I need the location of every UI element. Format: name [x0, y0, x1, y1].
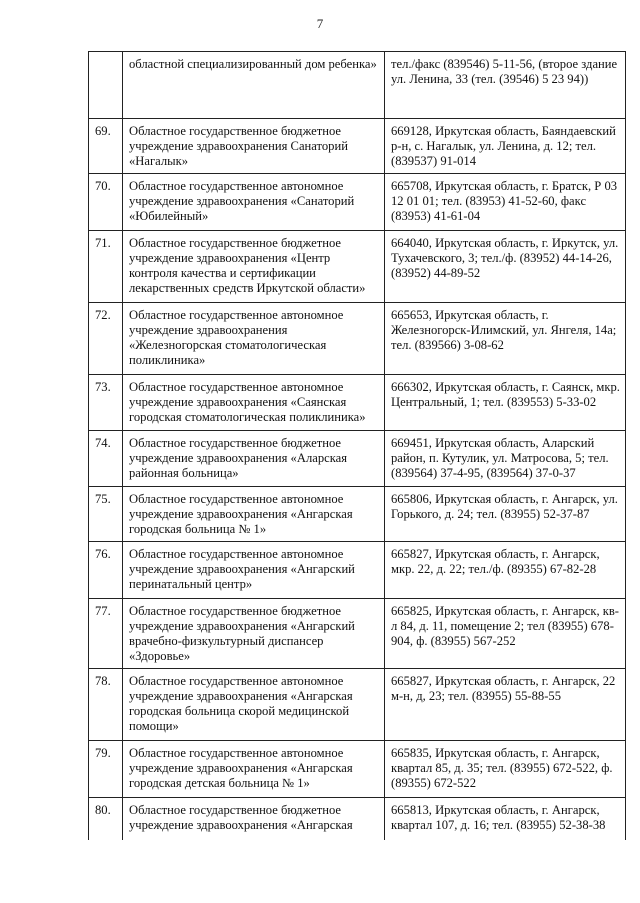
row-number: 80. [89, 798, 123, 840]
institution-address: 665708, Иркутская область, г. Братск, Р 03 12 01 01; тел. (83953) 41-52-60, факс (83953) 41-61-04 [385, 174, 626, 231]
table-row [89, 303, 626, 375]
row-number [89, 52, 123, 119]
row-number: 69. [89, 119, 123, 174]
institution-address: 669451, Иркутская область, Аларский район, п. Кутулик, ул. Матросова, 5; тел. (839564) 37-4-95, (839564) 37-0-37 [385, 431, 626, 487]
institution-address: 664040, Иркутская область, г. Иркутск, ул. Тухачевского, 3; тел./ф. (83952) 44-14-26, (83952) 44-89-52 [385, 231, 626, 303]
table-row [89, 798, 626, 840]
institution-name: Областное государственное автономное учреждение здравоохранения «Саянская городская стоматологическая поликлиника» [123, 375, 385, 431]
table-row [89, 487, 626, 542]
table-row [89, 669, 626, 741]
row-number: 70. [89, 174, 123, 231]
institution-address: 669128, Иркутская область, Баяндаевский р-н, с. Нагалык, ул. Ленина, д. 12; тел. (839537) 91-014 [385, 119, 626, 174]
row-number: 72. [89, 303, 123, 375]
institution-address: тел./факс (839546) 5-11-56, (второе здание ул. Ленина, 33 (тел. (39546) 5 23 94)) [385, 52, 626, 119]
institution-address: 665806, Иркутская область, г. Ангарск, ул. Горького, д. 24; тел. (83955) 52-37-87 [385, 487, 626, 542]
institution-name: Областное государственное автономное учреждение здравоохранения «Санаторий «Юбилейный» [123, 174, 385, 231]
table-row [89, 174, 626, 231]
institution-address: 665835, Иркутская область, г. Ангарск, квартал 85, д. 35; тел. (83955) 672-522, ф. (89355) 672-522 [385, 741, 626, 798]
table-row [89, 542, 626, 599]
table-row [89, 741, 626, 798]
institution-name: Областное государственное бюджетное учреждение здравоохранения «Центр контроля качества и сертификации лекарственных средств Иркутской области» [123, 231, 385, 303]
row-number: 75. [89, 487, 123, 542]
table-row [89, 599, 626, 669]
institution-name: Областное государственное бюджетное учреждение здравоохранения «Ангарская [123, 798, 385, 840]
table-row [89, 375, 626, 431]
row-number: 79. [89, 741, 123, 798]
institution-name: Областное государственное автономное учреждение здравоохранения «Ангарский перинатальный центр» [123, 542, 385, 599]
row-number: 73. [89, 375, 123, 431]
institution-address: 665827, Иркутская область, г. Ангарск, мкр. 22, д. 22; тел./ф. (89355) 67-82-28 [385, 542, 626, 599]
institution-name: Областное государственное бюджетное учреждение здравоохранения «Ангарский врачебно-физкультурный диспансер «Здоровье» [123, 599, 385, 669]
row-number: 71. [89, 231, 123, 303]
institution-name: Областное государственное автономное учреждение здравоохранения «Ангарская городская детская больница № 1» [123, 741, 385, 798]
institution-name: областной специализированный дом ребенка» [123, 52, 385, 119]
page-number: 7 [316, 16, 324, 31]
table-row [89, 52, 626, 119]
institution-name: Областное государственное бюджетное учреждение здравоохранения «Аларская районная больница» [123, 431, 385, 487]
table-row [89, 231, 626, 303]
row-number: 74. [89, 431, 123, 487]
table-row [89, 119, 626, 174]
row-number: 78. [89, 669, 123, 741]
institution-address: 665825, Иркутская область, г. Ангарск, кв-л 84, д. 11, помещение 2; тел (83955) 678-904, ф. (83955) 567-252 [385, 599, 626, 669]
institution-name: Областное государственное автономное учреждение здравоохранения «Ангарская городская больница скорой медицинской помощи» [123, 669, 385, 741]
institution-address: 665813, Иркутская область, г. Ангарск, квартал 107, д. 16; тел. (83955) 52-38-38 [385, 798, 626, 840]
institution-address: 666302, Иркутская область, г. Саянск, мкр. Центральный, 1; тел. (839553) 5-33-02 [385, 375, 626, 431]
table-row [89, 431, 626, 487]
institution-address: 665827, Иркутская область, г. Ангарск, 22 м-н, д, 23; тел. (83955) 55-88-55 [385, 669, 626, 741]
row-number: 77. [89, 599, 123, 669]
institution-name: Областное государственное автономное учреждение здравоохранения «Ангарская городская больница № 1» [123, 487, 385, 542]
institutions-table [88, 51, 626, 840]
institution-name: Областное государственное бюджетное учреждение здравоохранения Санаторий «Нагалык» [123, 119, 385, 174]
institution-address: 665653, Иркутская область, г. Железногорск-Илимский, ул. Янгеля, 14а; тел. (839566) 3-08-62 [385, 303, 626, 375]
row-number: 76. [89, 542, 123, 599]
institution-name: Областное государственное автономное учреждение здравоохранения «Железногорская стоматологическая поликлиника» [123, 303, 385, 375]
